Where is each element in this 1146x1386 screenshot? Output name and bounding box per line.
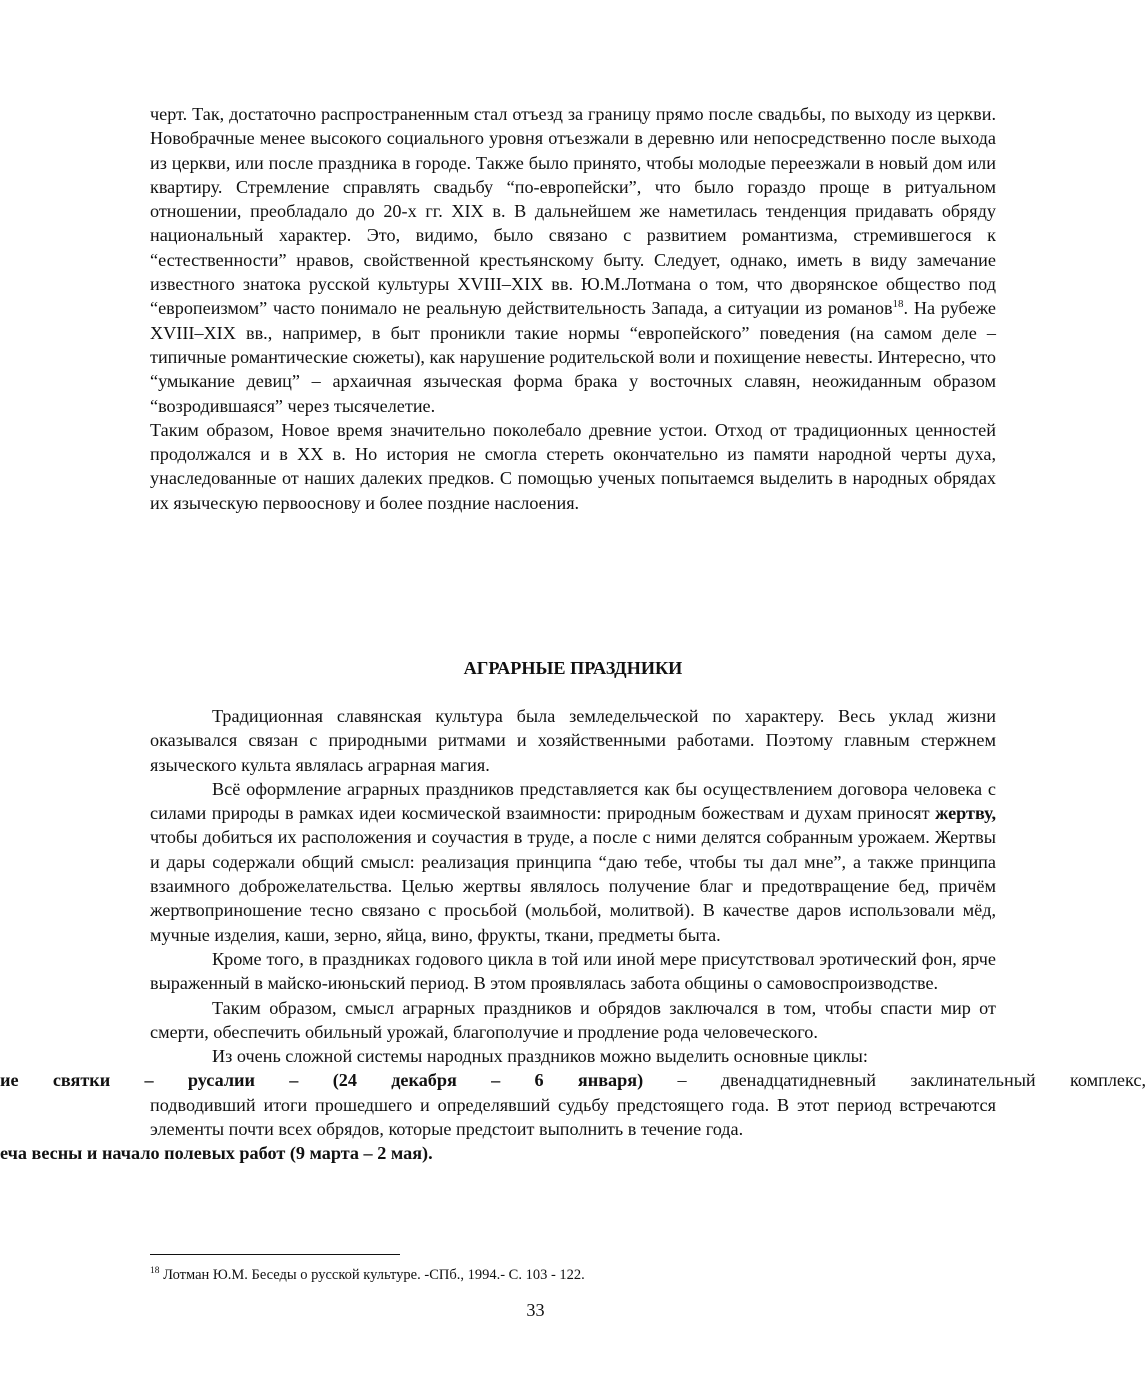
- cycle-item-2-line: еча весны и начало полевых работ (9 марта – 2 мая).: [0, 1143, 433, 1164]
- footnote: [150, 1266, 585, 1284]
- cycle-item-1-rest: подводивший итоги прошедшего и определявший судьбу предстоящего года. В этот период встречаются элементы почти всех обрядов, которые предстоит выполнить в течение года.: [150, 1094, 996, 1140]
- intro-paragraph-1: черт. Так, достаточно распространенным стал отъезд за границу прямо после свадьбы, по выходу из церкви. Новобрачные менее высокого социального уровня отъезжали в деревню или непосредственно после выхода из церкви, или после праздника в городе. Также было принято, чтобы молодые переезжали в новый дом или квартиру. Стремление справлять свадьбу “по-европейски”, что было гораздо проще в ритуальном отношении, преобладало до 20-х гг. XIX в. В дальнейшем же наметилась тенденция придавать обряду национальный характер. Это, видимо, было связано с развитием романтизма, стремившегося к “естественности” нравов, свойственной крестьянскому быту. Следует, однако, иметь в виду замечание известного знатока русской культуры XVIII–XIX вв. Ю.М.Лотмана о том, что дворянское общество под “европеизмом” часто понимало не реальную действительность Запада, а ситуации из романов$^{18}$. На рубеже XVIII–XIX вв., например, в быт проникли такие нормы “европейского” поведения (на самом деле – типичные романтические сюжеты), как нарушение родительской воли и похищение невесты. Интересно, что “умыкание девиц” – архаичная языческая форма брака у восточных славян, неожиданным образом “возродившаяся” через тысячелетие.: [150, 104, 996, 416]
- bold-term: жертву,: [935, 803, 996, 824]
- footnote-text: Лотман Ю.М. Беседы о русской культуре. -СПб., 1994.- С. 103 - 122.: [159, 1267, 585, 1283]
- intro-paragraph-2: Таким образом, Новое время значительно поколебало древние устои. Отход от традиционных ценностей продолжался и в XX в. Но история не смогла стереть окончательно из памяти народной черты духа, унаследованные от наших далеких предков. С помощью ученых попытаемся выделить в народных обрядах их языческую первооснову и более поздние наслоения.: [150, 419, 996, 513]
- section-heading: АГРАРНЫЕ ПРАЗДНИКИ: [463, 658, 683, 678]
- footnote-reference[interactable]: 18: [892, 298, 904, 311]
- page-number: 33: [526, 1300, 545, 1320]
- cycle-item-2: [0, 1141, 996, 1165]
- main-paragraph-5: Из очень сложной системы народных праздников можно выделить основные циклы:: [212, 1046, 868, 1067]
- main-paragraph-2: Всё оформление аграрных праздников представляется как бы осуществлением договора человека с силами природы в рамках идеи космической взаимности: природным божествам и духам приносят жертву, чтобы добиться их расположения и соучастия в труде, а после с ними делятся собранным урожаем. Жертвы и дары содержали общий смысл: реализация принципа “даю тебе, чтобы ты дал мне”, а также принципа взаимного доброжелательства. Целью жертвы являлось получение благ и предотвращение бед, причём жертвоприношение тесно связано с просьбой (мольбой, молитвой). В качестве даров использовали мёд, мучные изделия, каши, зерно, яйца, вино, фрукты, ткани, предметы быта.: [150, 778, 996, 945]
- cycle-item-1: [0, 1068, 1146, 1141]
- main-paragraph-1: Традиционная славянская культура была земледельческой по характеру. Весь уклад жизни оказывался связан с природными ритмами и хозяйственными работами. Поэтому главным стержнем языческого культа являлась аграрная магия.: [150, 706, 996, 775]
- main-paragraph-3: Кроме того, в праздниках годового цикла в той или иной мере присутствовал эротический фон, ярче выраженный в майско-июньский период. В этом проявлялась забота общины о самовоспроизводстве.: [150, 948, 996, 994]
- cycle-item-1-first-line: ие святки – русалии – (24 декабря – 6 января) – двенадцатидневный заклинательный комплекс,: [0, 1070, 1146, 1091]
- main-section: [0, 704, 1146, 1166]
- footnote-number: 18: [150, 1266, 160, 1277]
- intro-section: [150, 102, 996, 515]
- footnote-separator: [150, 1254, 400, 1255]
- main-paragraph-4: Таким образом, смысл аграрных праздников и обрядов заключался в том, чтобы спасти мир от смерти, обеспечить обильный урожай, благополучие и продление рода человеческого.: [150, 997, 996, 1042]
